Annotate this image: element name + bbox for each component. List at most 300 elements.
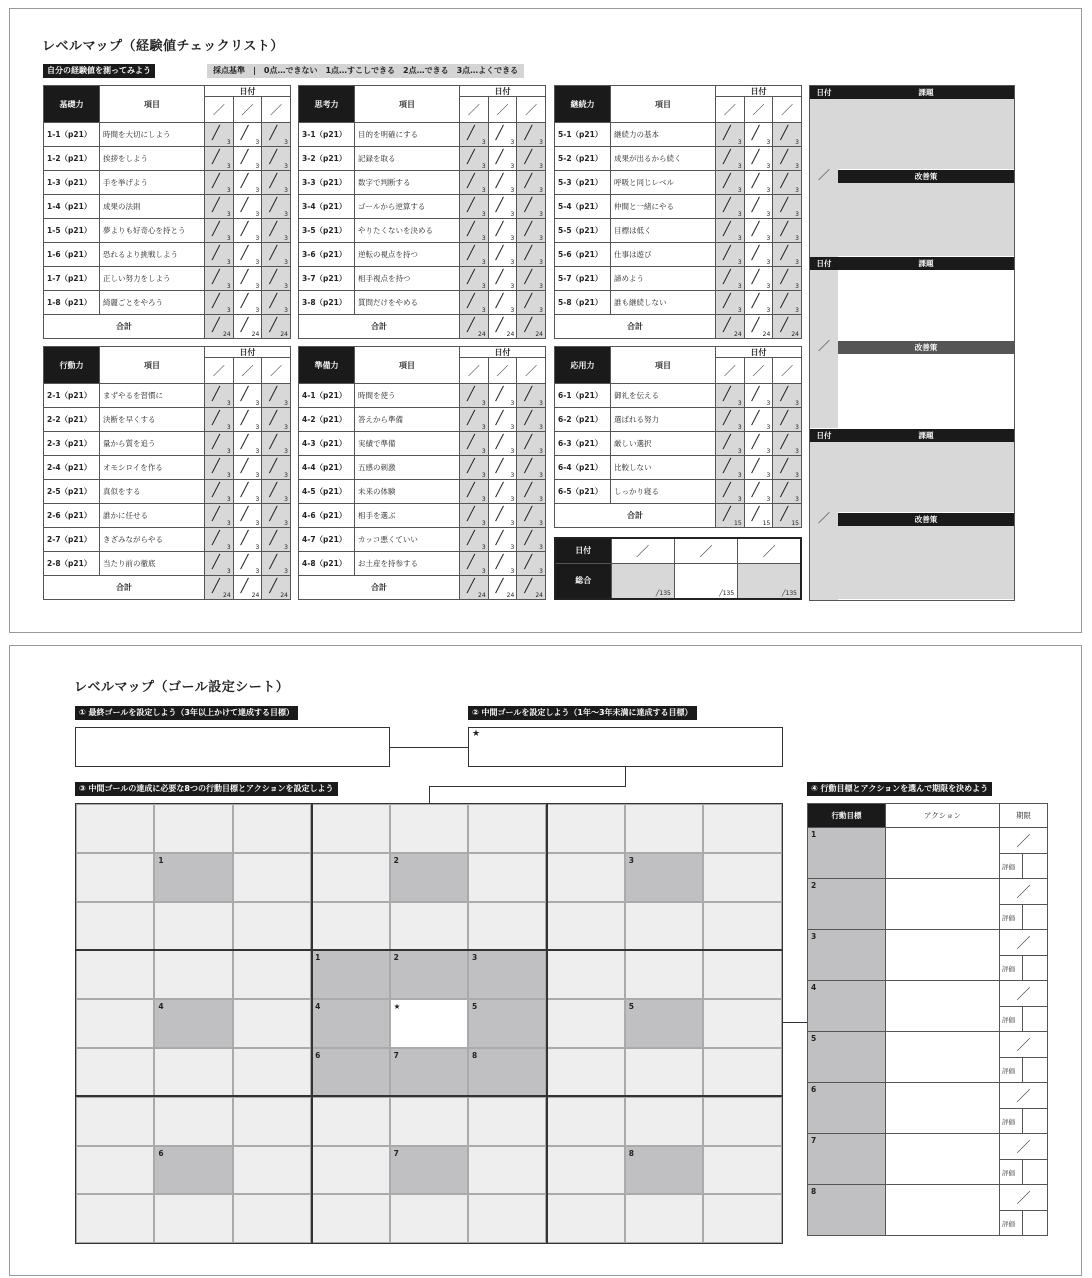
score-cell[interactable]: ╱ 3 xyxy=(205,480,234,504)
mid-goal-input[interactable] xyxy=(468,727,783,767)
total-cell[interactable]: ╱ 24 xyxy=(517,576,546,600)
grand-date-3[interactable]: ／ xyxy=(738,538,801,563)
score-cell[interactable]: ╱ 3 xyxy=(262,243,291,267)
score-cell[interactable]: ╱ 3 xyxy=(233,504,262,528)
mandala-cell[interactable]: 2 xyxy=(390,853,468,902)
mandala-cell[interactable]: 2 xyxy=(390,950,468,999)
score-cell[interactable]: ╱ 3 xyxy=(205,267,234,291)
date-slot[interactable]: ／ xyxy=(262,358,291,384)
mandala-cell[interactable] xyxy=(154,902,232,951)
total-cell[interactable]: ╱ 15 xyxy=(716,504,745,528)
review-improve-field[interactable] xyxy=(838,183,1014,256)
mandala-cell[interactable] xyxy=(546,950,624,999)
mandala-cell[interactable] xyxy=(468,1194,546,1243)
mandala-cell[interactable] xyxy=(233,999,311,1048)
mandala-cell[interactable] xyxy=(233,950,311,999)
mandala-cell[interactable] xyxy=(546,902,624,951)
score-cell[interactable]: ╱ 3 xyxy=(460,384,489,408)
score-cell[interactable]: ╱ 3 xyxy=(517,456,546,480)
action-goal-cell[interactable]: 4 xyxy=(808,981,886,1032)
mandala-cell[interactable] xyxy=(703,1194,781,1243)
mandala-cell[interactable]: 8 xyxy=(468,1048,546,1097)
score-cell[interactable]: ╱ 3 xyxy=(488,552,517,576)
mandala-cell[interactable] xyxy=(233,1146,311,1195)
mandala-cell[interactable] xyxy=(233,1048,311,1097)
mandala-cell[interactable] xyxy=(76,1048,154,1097)
eval-cell[interactable] xyxy=(1023,905,1048,930)
date-slot[interactable]: ／ xyxy=(517,97,546,123)
score-cell[interactable]: ╱ 3 xyxy=(773,123,802,147)
score-cell[interactable]: ╱ 3 xyxy=(773,195,802,219)
score-cell[interactable]: ╱ 3 xyxy=(773,456,802,480)
score-cell[interactable]: ╱ 3 xyxy=(233,408,262,432)
mandala-cell[interactable]: 4 xyxy=(311,999,389,1048)
mandala-cell[interactable]: 8 xyxy=(625,1146,703,1195)
mandala-cell[interactable]: 7 xyxy=(390,1146,468,1195)
date-slot[interactable]: ／ xyxy=(233,97,262,123)
mandala-cell[interactable] xyxy=(390,1194,468,1243)
eval-cell[interactable] xyxy=(1023,1058,1048,1083)
score-cell[interactable]: ╱ 3 xyxy=(773,267,802,291)
mandala-cell[interactable] xyxy=(76,853,154,902)
mandala-cell[interactable] xyxy=(233,804,311,853)
score-cell[interactable]: ╱ 3 xyxy=(460,432,489,456)
total-cell[interactable]: ╱ 24 xyxy=(205,576,234,600)
score-cell[interactable]: ╱ 3 xyxy=(460,219,489,243)
score-cell[interactable]: ╱ 3 xyxy=(744,219,773,243)
score-cell[interactable]: ╱ 3 xyxy=(744,408,773,432)
score-cell[interactable]: ╱ 3 xyxy=(262,147,291,171)
score-cell[interactable]: ╱ 3 xyxy=(205,219,234,243)
total-cell[interactable]: ╱ 24 xyxy=(716,315,745,339)
mandala-cell[interactable] xyxy=(703,853,781,902)
score-cell[interactable]: ╱ 3 xyxy=(460,147,489,171)
deadline-cell[interactable]: ／ xyxy=(1000,828,1048,854)
score-cell[interactable]: ╱ 3 xyxy=(460,171,489,195)
deadline-cell[interactable]: ／ xyxy=(1000,1134,1048,1160)
score-cell[interactable]: ╱ 3 xyxy=(233,147,262,171)
mandala-cell[interactable] xyxy=(76,804,154,853)
mandala-cell[interactable]: 6 xyxy=(154,1146,232,1195)
mandala-cell[interactable] xyxy=(625,902,703,951)
mandala-cell[interactable] xyxy=(390,804,468,853)
score-cell[interactable]: ╱ 3 xyxy=(233,456,262,480)
goal-col-header: 行動目標 xyxy=(808,804,886,828)
score-cell[interactable]: ╱ 3 xyxy=(517,528,546,552)
mandala-cell[interactable]: 3 xyxy=(625,853,703,902)
score-cell[interactable]: ╱ 3 xyxy=(773,171,802,195)
score-cell[interactable]: ╱ 3 xyxy=(233,123,262,147)
final-goal-input[interactable] xyxy=(75,727,390,767)
eval-cell[interactable] xyxy=(1023,854,1048,879)
mandala-cell[interactable]: 4 xyxy=(154,999,232,1048)
score-cell[interactable]: ╱ 3 xyxy=(205,552,234,576)
mandala-cell[interactable] xyxy=(311,1097,389,1146)
score-cell[interactable]: ╱ 3 xyxy=(205,123,234,147)
date-slot[interactable]: ／ xyxy=(262,97,291,123)
score-cell[interactable]: ╱ 3 xyxy=(517,195,546,219)
mandala-cell[interactable] xyxy=(311,1146,389,1195)
deadline-cell[interactable]: ／ xyxy=(1000,1185,1048,1211)
mandala-cell[interactable] xyxy=(625,1097,703,1146)
mandala-cell[interactable] xyxy=(154,1097,232,1146)
score-cell[interactable]: ╱ 3 xyxy=(716,432,745,456)
score-cell[interactable]: ╱ 3 xyxy=(205,432,234,456)
total-cell[interactable]: ╱ 24 xyxy=(262,576,291,600)
score-cell[interactable]: ╱ 3 xyxy=(205,504,234,528)
score-cell[interactable]: ╱ 3 xyxy=(460,456,489,480)
score-cell[interactable]: ╱ 3 xyxy=(517,480,546,504)
grand-date-2[interactable]: ／ xyxy=(674,538,737,563)
date-slot[interactable]: ／ xyxy=(460,97,489,123)
score-cell[interactable]: ╱ 3 xyxy=(773,384,802,408)
action-goal-cell[interactable]: 2 xyxy=(808,879,886,930)
score-cell[interactable]: ╱ 3 xyxy=(488,480,517,504)
mandala-cell[interactable] xyxy=(154,950,232,999)
score-cell[interactable]: ╱ 3 xyxy=(716,171,745,195)
score-cell[interactable]: ╱ 3 xyxy=(773,480,802,504)
review-task-field[interactable] xyxy=(838,99,1014,169)
mandala-cell[interactable] xyxy=(468,1146,546,1195)
mandala-cell[interactable] xyxy=(625,804,703,853)
score-cell[interactable]: ╱ 3 xyxy=(205,243,234,267)
mandala-cell[interactable] xyxy=(546,853,624,902)
mandala-cell[interactable] xyxy=(703,804,781,853)
score-cell[interactable]: ╱ 3 xyxy=(517,504,546,528)
score-cell[interactable]: ╱ 3 xyxy=(488,528,517,552)
score-cell[interactable]: ╱ 3 xyxy=(744,171,773,195)
score-cell[interactable]: ╱ 3 xyxy=(716,267,745,291)
score-cell[interactable]: ╱ 3 xyxy=(716,291,745,315)
score-cell[interactable]: ╱ 3 xyxy=(460,408,489,432)
eval-cell[interactable] xyxy=(1023,1160,1048,1185)
mandala-cell[interactable] xyxy=(703,1048,781,1097)
score-cell[interactable]: ╱ 3 xyxy=(744,432,773,456)
mandala-cell[interactable]: 1 xyxy=(311,950,389,999)
action-cell[interactable] xyxy=(886,930,1000,981)
score-cell[interactable]: ╱ 3 xyxy=(716,456,745,480)
score-cell[interactable]: ╱ 3 xyxy=(488,504,517,528)
mandala-cell[interactable] xyxy=(76,950,154,999)
total-cell[interactable]: ╱ 24 xyxy=(233,576,262,600)
action-cell[interactable] xyxy=(886,879,1000,930)
score-cell[interactable]: ╱ 3 xyxy=(517,219,546,243)
grand-total-3[interactable]: ╱135 xyxy=(738,563,801,599)
score-cell[interactable]: ╱ 3 xyxy=(773,219,802,243)
mandala-cell[interactable] xyxy=(76,999,154,1048)
total-cell[interactable]: ╱ 15 xyxy=(773,504,802,528)
date-slot[interactable]: ／ xyxy=(205,97,234,123)
mandala-cell[interactable] xyxy=(76,1194,154,1243)
score-cell[interactable]: ╱ 3 xyxy=(744,243,773,267)
score-cell[interactable]: ╱ 3 xyxy=(460,552,489,576)
mandala-cell[interactable] xyxy=(546,999,624,1048)
mandala-cell[interactable] xyxy=(233,902,311,951)
score-cell[interactable]: ╱ 3 xyxy=(205,171,234,195)
mandala-cell[interactable] xyxy=(546,1048,624,1097)
action-goal-cell[interactable]: 8 xyxy=(808,1185,886,1236)
deadline-cell[interactable]: ／ xyxy=(1000,1083,1048,1109)
date-slot[interactable]: ／ xyxy=(488,358,517,384)
score-cell[interactable]: ╱ 3 xyxy=(262,408,291,432)
date-slot[interactable]: ／ xyxy=(744,358,773,384)
score-cell[interactable]: ╱ 3 xyxy=(744,456,773,480)
mandala-cell[interactable] xyxy=(625,1194,703,1243)
mandala-cell[interactable] xyxy=(703,1146,781,1195)
score-cell[interactable]: ╱ 3 xyxy=(262,552,291,576)
score-cell[interactable]: ╱ 3 xyxy=(716,480,745,504)
total-cell[interactable]: ╱ 24 xyxy=(773,315,802,339)
score-cell[interactable]: ╱ 3 xyxy=(773,408,802,432)
score-cell[interactable]: ╱ 3 xyxy=(517,408,546,432)
mandala-cell[interactable] xyxy=(468,1097,546,1146)
mandala-cell[interactable] xyxy=(703,1097,781,1146)
review-task-field[interactable] xyxy=(838,442,1014,512)
score-cell[interactable]: ╱ 3 xyxy=(488,219,517,243)
review-improve-field[interactable] xyxy=(838,354,1014,427)
score-cell[interactable]: ╱ 3 xyxy=(262,219,291,243)
date-slot[interactable]: ／ xyxy=(517,358,546,384)
score-cell[interactable]: ╱ 3 xyxy=(716,147,745,171)
mandala-cell[interactable] xyxy=(76,1097,154,1146)
score-cell[interactable]: ╱ 3 xyxy=(744,195,773,219)
score-cell[interactable]: ╱ 3 xyxy=(233,480,262,504)
score-cell[interactable]: ╱ 3 xyxy=(488,408,517,432)
total-cell[interactable]: ╱ 15 xyxy=(744,504,773,528)
score-cell[interactable]: ╱ 3 xyxy=(488,432,517,456)
score-cell[interactable]: ╱ 3 xyxy=(460,291,489,315)
score-cell[interactable]: ╱ 3 xyxy=(205,291,234,315)
score-cell[interactable]: ╱ 3 xyxy=(233,171,262,195)
mandala-cell[interactable]: 5 xyxy=(468,999,546,1048)
score-cell[interactable]: ╱ 3 xyxy=(233,552,262,576)
total-cell[interactable]: ╱ 24 xyxy=(488,315,517,339)
mandala-cell[interactable] xyxy=(390,902,468,951)
score-cell[interactable]: ╱ 3 xyxy=(205,408,234,432)
score-cell[interactable]: ╱ 3 xyxy=(205,195,234,219)
score-cell[interactable]: ╱ 3 xyxy=(488,267,517,291)
date-slot[interactable]: ／ xyxy=(233,358,262,384)
deadline-cell[interactable]: ／ xyxy=(1000,930,1048,956)
action-cell[interactable] xyxy=(886,1134,1000,1185)
deadline-cell[interactable]: ／ xyxy=(1000,981,1048,1007)
score-cell[interactable]: ╱ 3 xyxy=(205,147,234,171)
score-cell[interactable]: ╱ 3 xyxy=(205,528,234,552)
score-cell[interactable]: ╱ 3 xyxy=(262,171,291,195)
review-task-field[interactable] xyxy=(838,270,1014,340)
mandala-cell[interactable] xyxy=(76,902,154,951)
score-cell[interactable]: ╱ 3 xyxy=(744,384,773,408)
score-cell[interactable]: ╱ 3 xyxy=(233,291,262,315)
action-cell[interactable] xyxy=(886,1185,1000,1236)
grand-total-2[interactable]: ╱135 xyxy=(674,563,737,599)
action-goal-cell[interactable]: 7 xyxy=(808,1134,886,1185)
action-cell[interactable] xyxy=(886,1083,1000,1134)
mandala-cell[interactable] xyxy=(703,950,781,999)
mandala-cell[interactable]: 7 xyxy=(390,1048,468,1097)
score-cell[interactable]: ╱ 3 xyxy=(233,219,262,243)
action-cell[interactable] xyxy=(886,828,1000,879)
mandala-cell[interactable] xyxy=(546,1146,624,1195)
score-cell[interactable]: ╱ 3 xyxy=(262,456,291,480)
grand-date-1[interactable]: ／ xyxy=(611,538,674,563)
score-cell[interactable]: ╱ 3 xyxy=(460,243,489,267)
score-cell[interactable]: ╱ 3 xyxy=(233,267,262,291)
score-cell[interactable]: ╱ 3 xyxy=(488,456,517,480)
mandala-cell[interactable] xyxy=(390,1097,468,1146)
action-goal-cell[interactable]: 6 xyxy=(808,1083,886,1134)
score-cell[interactable]: ╱ 3 xyxy=(744,291,773,315)
mandala-cell[interactable]: 1 xyxy=(154,853,232,902)
score-cell[interactable]: ╱ 3 xyxy=(744,267,773,291)
mandala-cell[interactable] xyxy=(233,1097,311,1146)
mandala-cell[interactable]: 3 xyxy=(468,950,546,999)
review-improve-field[interactable] xyxy=(838,526,1014,599)
mandala-cell[interactable]: 6 xyxy=(311,1048,389,1097)
score-cell[interactable]: ╱ 3 xyxy=(262,432,291,456)
score-cell[interactable]: ╱ 3 xyxy=(773,291,802,315)
eval-cell[interactable] xyxy=(1023,1007,1048,1032)
score-cell[interactable]: ╱ 3 xyxy=(517,384,546,408)
mandala-cell[interactable] xyxy=(154,804,232,853)
mandala-cell[interactable] xyxy=(703,902,781,951)
mandala-cell[interactable] xyxy=(546,1097,624,1146)
eval-cell[interactable] xyxy=(1023,1211,1048,1236)
date-slot[interactable]: ／ xyxy=(488,97,517,123)
score-cell[interactable]: ╱ 3 xyxy=(716,219,745,243)
mandala-cell[interactable] xyxy=(625,1048,703,1097)
mandala-cell[interactable] xyxy=(468,902,546,951)
review-panel xyxy=(809,85,1015,601)
score-cell[interactable]: ╱ 3 xyxy=(773,432,802,456)
score-cell[interactable]: ╱ 3 xyxy=(716,384,745,408)
mandala-cell[interactable] xyxy=(546,804,624,853)
mandala-cell[interactable]: ★ xyxy=(390,999,468,1048)
mandala-cell[interactable] xyxy=(703,999,781,1048)
score-cell[interactable]: ╱ 3 xyxy=(744,480,773,504)
action-goal-cell[interactable]: 3 xyxy=(808,930,886,981)
mandala-cell[interactable] xyxy=(233,1194,311,1243)
score-cell[interactable]: ╱ 3 xyxy=(517,291,546,315)
score-cell[interactable]: ╱ 3 xyxy=(233,195,262,219)
score-cell[interactable]: ╱ 3 xyxy=(517,171,546,195)
action-cell[interactable] xyxy=(886,1032,1000,1083)
eval-cell[interactable] xyxy=(1023,1109,1048,1134)
score-cell[interactable]: ╱ 3 xyxy=(262,291,291,315)
date-slot[interactable]: ／ xyxy=(716,97,745,123)
score-cell[interactable]: ╱ 3 xyxy=(460,504,489,528)
mandala-cell[interactable] xyxy=(311,853,389,902)
mandala-cell[interactable] xyxy=(233,853,311,902)
score-cell[interactable]: ╱ 3 xyxy=(233,528,262,552)
mandala-cell[interactable]: 5 xyxy=(625,999,703,1048)
mandala-cell[interactable] xyxy=(468,853,546,902)
date-slot[interactable]: ／ xyxy=(460,358,489,384)
score-cell[interactable]: ╱ 3 xyxy=(205,384,234,408)
date-slot[interactable]: ／ xyxy=(773,358,802,384)
score-cell[interactable]: ╱ 3 xyxy=(716,123,745,147)
score-cell[interactable]: ╱ 3 xyxy=(488,123,517,147)
score-cell[interactable]: ╱ 3 xyxy=(205,456,234,480)
total-cell[interactable]: ╱ 24 xyxy=(488,576,517,600)
score-cell[interactable]: ╱ 3 xyxy=(262,480,291,504)
score-cell[interactable]: ╱ 3 xyxy=(517,432,546,456)
mandala-cell[interactable] xyxy=(311,902,389,951)
score-cell[interactable]: ╱ 3 xyxy=(488,291,517,315)
action-cell[interactable] xyxy=(886,981,1000,1032)
score-cell[interactable]: ╱ 3 xyxy=(773,243,802,267)
score-cell[interactable]: ╱ 3 xyxy=(233,432,262,456)
total-cell[interactable]: ╱ 24 xyxy=(460,315,489,339)
score-cell[interactable]: ╱ 3 xyxy=(488,195,517,219)
mandala-cell[interactable] xyxy=(154,1194,232,1243)
score-cell[interactable]: ╱ 3 xyxy=(744,147,773,171)
score-cell[interactable]: ╱ 3 xyxy=(517,267,546,291)
score-cell[interactable]: ╱ 3 xyxy=(262,504,291,528)
score-cell[interactable]: ╱ 3 xyxy=(716,243,745,267)
eval-cell[interactable] xyxy=(1023,956,1048,981)
score-cell[interactable]: ╱ 3 xyxy=(716,195,745,219)
mandala-cell[interactable] xyxy=(468,804,546,853)
score-cell[interactable]: ╱ 3 xyxy=(517,123,546,147)
mandala-cell[interactable] xyxy=(546,1194,624,1243)
score-cell[interactable]: ╱ 3 xyxy=(744,123,773,147)
mandala-cell[interactable] xyxy=(76,1146,154,1195)
deadline-cell[interactable]: ／ xyxy=(1000,1032,1048,1058)
score-cell[interactable]: ╱ 3 xyxy=(233,384,262,408)
score-cell[interactable]: ╱ 3 xyxy=(460,528,489,552)
mandala-cell[interactable] xyxy=(311,1194,389,1243)
total-cell[interactable]: ╱ 24 xyxy=(744,315,773,339)
score-cell[interactable]: ╱ 3 xyxy=(460,267,489,291)
total-cell[interactable]: ╱ 24 xyxy=(517,315,546,339)
total-cell[interactable]: ╱ 24 xyxy=(460,576,489,600)
score-cell[interactable]: ╱ 3 xyxy=(262,384,291,408)
score-cell[interactable]: ╱ 3 xyxy=(488,171,517,195)
grand-total-1[interactable]: ╱135 xyxy=(611,563,674,599)
score-cell[interactable]: ╱ 3 xyxy=(517,243,546,267)
score-cell[interactable]: ╱ 3 xyxy=(233,243,262,267)
score-cell[interactable]: ╱ 3 xyxy=(262,195,291,219)
total-cell[interactable]: ╱ 24 xyxy=(233,315,262,339)
mandala-cell[interactable] xyxy=(625,950,703,999)
deadline-cell[interactable]: ／ xyxy=(1000,879,1048,905)
date-slot[interactable]: ／ xyxy=(773,97,802,123)
mandala-cell[interactable] xyxy=(311,804,389,853)
score-cell[interactable]: ╱ 3 xyxy=(460,195,489,219)
score-cell[interactable]: ╱ 3 xyxy=(262,267,291,291)
score-cell[interactable]: ╱ 3 xyxy=(460,123,489,147)
score-cell[interactable]: ╱ 3 xyxy=(716,408,745,432)
score-cell[interactable]: ╱ 3 xyxy=(460,480,489,504)
total-cell[interactable]: ╱ 24 xyxy=(205,315,234,339)
score-cell[interactable]: ╱ 3 xyxy=(488,147,517,171)
date-slot[interactable]: ／ xyxy=(716,358,745,384)
score-cell[interactable]: ╱ 3 xyxy=(262,528,291,552)
action-goal-cell[interactable]: 5 xyxy=(808,1032,886,1083)
score-cell[interactable]: ╱ 3 xyxy=(262,123,291,147)
date-slot[interactable]: ／ xyxy=(205,358,234,384)
mandala-cell[interactable] xyxy=(154,1048,232,1097)
total-cell[interactable]: ╱ 24 xyxy=(262,315,291,339)
action-goal-cell[interactable]: 1 xyxy=(808,828,886,879)
score-cell[interactable]: ╱ 3 xyxy=(517,147,546,171)
score-cell[interactable]: ╱ 3 xyxy=(773,147,802,171)
score-cell[interactable]: ╱ 3 xyxy=(488,384,517,408)
score-cell[interactable]: ╱ 3 xyxy=(517,552,546,576)
score-cell[interactable]: ╱ 3 xyxy=(488,243,517,267)
date-slot[interactable]: ／ xyxy=(744,97,773,123)
